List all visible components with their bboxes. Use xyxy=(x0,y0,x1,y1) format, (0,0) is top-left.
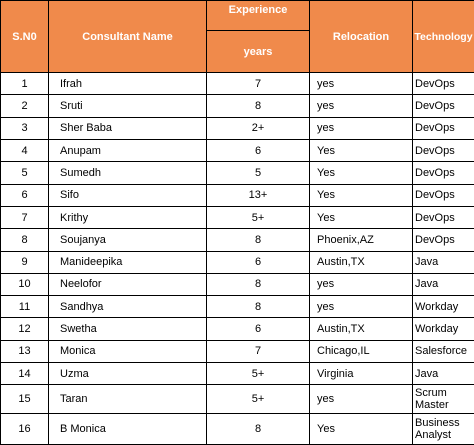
cell-consultant-name: Sandhya xyxy=(49,296,207,318)
cell-consultant-name: Krithy xyxy=(49,206,207,228)
table-row xyxy=(1,296,474,318)
table-row xyxy=(1,73,474,95)
cell-relocation: Austin,TX xyxy=(310,318,413,340)
cell-consultant-name: Ifrah xyxy=(49,73,207,95)
header-years: years xyxy=(207,31,310,73)
cell-relocation: Yes xyxy=(310,139,413,161)
cell-sno: 15 xyxy=(1,385,49,414)
table-row xyxy=(1,162,474,184)
cell-sno: 9 xyxy=(1,251,49,273)
table-row xyxy=(1,184,474,206)
cell-sno: 12 xyxy=(1,318,49,340)
cell-technology: DevOps xyxy=(413,139,474,161)
cell-experience: 5+ xyxy=(207,363,310,385)
cell-experience: 5 xyxy=(207,162,310,184)
cell-consultant-name: Taran xyxy=(49,385,207,414)
cell-technology: Java xyxy=(413,273,474,295)
cell-sno: 4 xyxy=(1,139,49,161)
cell-consultant-name: Sifo xyxy=(49,184,207,206)
cell-technology: Workday xyxy=(413,296,474,318)
table-row xyxy=(1,117,474,139)
cell-technology: DevOps xyxy=(413,95,474,117)
cell-technology: DevOps xyxy=(413,162,474,184)
cell-consultant-name: Manideepika xyxy=(49,251,207,273)
cell-sno: 11 xyxy=(1,296,49,318)
cell-technology: Java xyxy=(413,363,474,385)
table-row xyxy=(1,139,474,161)
table-row xyxy=(1,95,474,117)
cell-consultant-name: Anupam xyxy=(49,139,207,161)
table-row xyxy=(1,414,474,445)
header-technology: Technology xyxy=(413,1,474,73)
cell-relocation: Chicago,IL xyxy=(310,340,413,362)
cell-relocation: yes xyxy=(310,117,413,139)
cell-consultant-name: Monica xyxy=(49,340,207,362)
cell-relocation: yes xyxy=(310,273,413,295)
cell-relocation: Yes xyxy=(310,414,413,445)
cell-relocation: Phoenix,AZ xyxy=(310,229,413,251)
cell-consultant-name: Sher Baba xyxy=(49,117,207,139)
cell-experience: 6 xyxy=(207,251,310,273)
cell-sno: 10 xyxy=(1,273,49,295)
table-body xyxy=(1,73,474,445)
cell-relocation: yes xyxy=(310,296,413,318)
cell-consultant-name: Sumedh xyxy=(49,162,207,184)
table-row xyxy=(1,318,474,340)
cell-relocation: Yes xyxy=(310,162,413,184)
cell-sno: 14 xyxy=(1,363,49,385)
header-relocation: Relocation xyxy=(310,1,413,73)
cell-consultant-name: Uzma xyxy=(49,363,207,385)
table-row xyxy=(1,363,474,385)
cell-sno: 13 xyxy=(1,340,49,362)
cell-experience: 5+ xyxy=(207,385,310,414)
table-row xyxy=(1,229,474,251)
cell-technology: DevOps xyxy=(413,184,474,206)
cell-relocation: Yes xyxy=(310,206,413,228)
header-consultant-name: Consultant Name xyxy=(49,1,207,73)
cell-relocation: yes xyxy=(310,73,413,95)
cell-sno: 6 xyxy=(1,184,49,206)
cell-experience: 6 xyxy=(207,139,310,161)
cell-experience: 7 xyxy=(207,340,310,362)
header-row xyxy=(1,1,474,31)
cell-relocation: Austin,TX xyxy=(310,251,413,273)
cell-consultant-name: B Monica xyxy=(49,414,207,445)
cell-experience: 7 xyxy=(207,73,310,95)
table-row xyxy=(1,206,474,228)
cell-technology: Salesforce xyxy=(413,340,474,362)
cell-technology: Business Analyst xyxy=(413,414,474,445)
cell-relocation: Virginia xyxy=(310,363,413,385)
table-row xyxy=(1,273,474,295)
cell-relocation: yes xyxy=(310,95,413,117)
table-row xyxy=(1,251,474,273)
cell-experience: 8 xyxy=(207,296,310,318)
cell-technology: Workday xyxy=(413,318,474,340)
cell-consultant-name: Neelofor xyxy=(49,273,207,295)
cell-sno: 2 xyxy=(1,95,49,117)
cell-consultant-name: Swetha xyxy=(49,318,207,340)
cell-experience: 8 xyxy=(207,273,310,295)
cell-sno: 3 xyxy=(1,117,49,139)
cell-experience: 5+ xyxy=(207,206,310,228)
cell-technology: Scrum Master xyxy=(413,385,474,414)
cell-consultant-name: Sruti xyxy=(49,95,207,117)
table-row xyxy=(1,340,474,362)
cell-sno: 16 xyxy=(1,414,49,445)
cell-consultant-name: Soujanya xyxy=(49,229,207,251)
cell-experience: 6 xyxy=(207,318,310,340)
cell-relocation: yes xyxy=(310,385,413,414)
cell-experience: 8 xyxy=(207,414,310,445)
cell-experience: 8 xyxy=(207,95,310,117)
cell-technology: DevOps xyxy=(413,229,474,251)
cell-technology: DevOps xyxy=(413,117,474,139)
table-row xyxy=(1,385,474,414)
cell-experience: 13+ xyxy=(207,184,310,206)
header-experience: Experience xyxy=(207,1,310,31)
cell-sno: 8 xyxy=(1,229,49,251)
cell-sno: 7 xyxy=(1,206,49,228)
cell-sno: 5 xyxy=(1,162,49,184)
header-sno: S.N0 xyxy=(1,1,49,73)
cell-technology: DevOps xyxy=(413,73,474,95)
cell-experience: 8 xyxy=(207,229,310,251)
cell-experience: 2+ xyxy=(207,117,310,139)
cell-relocation: Yes xyxy=(310,184,413,206)
cell-sno: 1 xyxy=(1,73,49,95)
cell-technology: DevOps xyxy=(413,206,474,228)
cell-technology: Java xyxy=(413,251,474,273)
